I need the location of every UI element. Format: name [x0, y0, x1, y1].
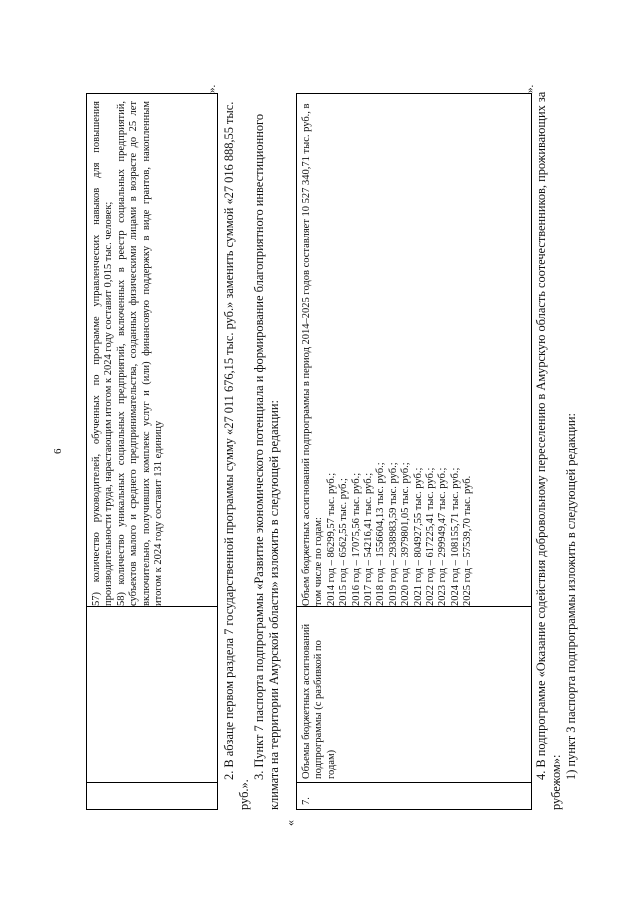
- table-cell-number: [297, 782, 531, 809]
- year-line: 2021 год – 804927,55 тыс. руб.;: [412, 467, 424, 606]
- closing-quote: ».: [524, 84, 536, 93]
- row-number: 7.: [301, 797, 312, 805]
- year-line: 2014 год – 86299,57 тыс. руб.;: [325, 472, 337, 606]
- paragraph-4: 4. В подпрограмме «Оказание содействия добровольному переселению в Амурскую область соотечественников, проживающих за рубежом»:: [534, 91, 563, 810]
- table-cell-text: [91, 101, 165, 606]
- budget-intro: Объем бюджетных ассигнований подпрограммы в период 2014–2025 годов составляет 10 527 340,71 тыс. руб., в том числе по годам:: [301, 103, 325, 606]
- year-line: 2016 год – 17075,56 тыс. руб.;: [350, 472, 362, 606]
- paragraph-4-item-1: 1) пункт 3 паспорта подпрограммы изложить в следующей редакции:: [564, 413, 578, 780]
- closing-quote: ».: [206, 84, 218, 93]
- table-cell-label: [297, 606, 531, 783]
- paragraph-2: 2. В абзаце первом раздела 7 государственной программы сумму «27 011 676,15 тыс. руб.» заменить суммой «27 016 888,55 тыс. руб.».: [222, 101, 251, 810]
- year-line: 2018 год – 1556604,13 тыс. руб.;: [375, 462, 387, 606]
- year-line: 2015 год – 6562,55 тыс. руб.;: [338, 478, 350, 606]
- year-line: 2017 год – 54216,41 тыс. руб.;: [363, 472, 375, 606]
- table-cell-values: [301, 101, 475, 606]
- table-cell-empty: [87, 606, 217, 783]
- indicators-table: [86, 93, 218, 810]
- page-number: 6: [52, 448, 64, 454]
- table-cell-empty: [87, 782, 217, 809]
- year-line: 2020 год – 3979801,05 тыс. руб.;: [400, 462, 412, 606]
- year-line: 2022 год – 617225,41 тыс. руб.;: [425, 467, 437, 606]
- table-row-57: 57) количество руководителей, обученных по программе управленческих навыков для повышения производительности труда, нарастающим итогом к 2024 году составит 0,015 тыс. человек;: [91, 101, 115, 606]
- opening-quote: «: [283, 820, 297, 826]
- year-line: 2024 год – 108155,71 тыс. руб.;: [449, 467, 461, 606]
- paragraph-3: 3. Пункт 7 паспорта подпрограммы «Развитие экономического потенциала и формирование благоприятного инвестиционного климата на территории Амурской области» изложить в следующей редакции:: [252, 113, 281, 810]
- year-line: 2023 год – 299949,47 тыс. руб.;: [437, 467, 449, 606]
- year-line: 2019 год – 2938983,59 тыс. руб.;: [387, 462, 399, 606]
- table-row-58: 58) количество уникальных социальных предприятий, включенных в реестр социальных предприятий, субъектов малого и среднего предпринимательства, созданных физическими лицами в возрасте до 25 лет включительно, получивших комплекс услуг и (или) финансовую поддержку в виде грантов, накопленным итогом к 2024 году составит 131 единицу: [115, 101, 165, 606]
- year-line: 2025 год – 57539,70 тыс. руб.: [462, 475, 474, 606]
- row-label: Объемы бюджетных ассигнований подпрограммы (с разбивкой по годам): [301, 623, 337, 779]
- budget-table: [296, 93, 532, 810]
